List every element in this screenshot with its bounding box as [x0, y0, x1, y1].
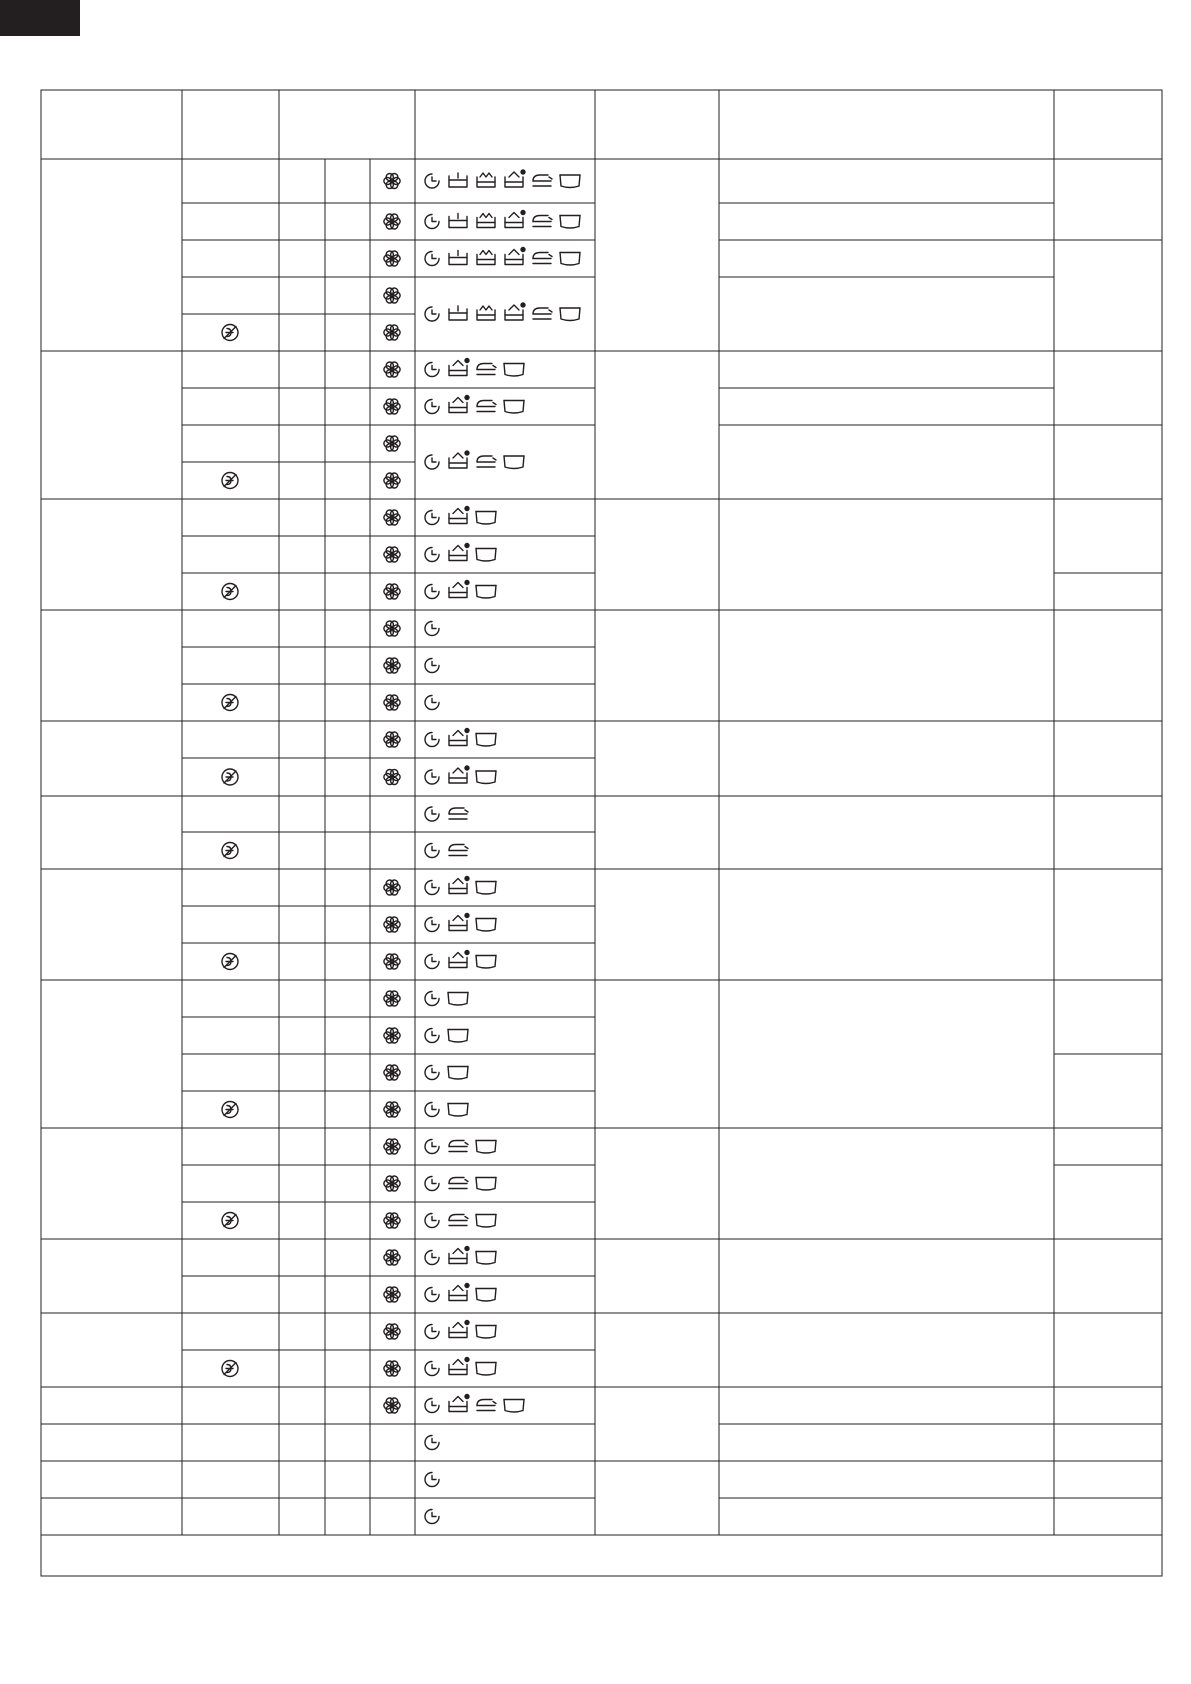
stain-wash-icon [449, 1321, 469, 1338]
no-heat-icon [222, 769, 238, 785]
fan-flower-icon [384, 1250, 400, 1265]
delay-timer-icon [425, 585, 439, 599]
spin-tub-icon [476, 1289, 496, 1302]
spin-tub-icon [504, 364, 524, 377]
delay-timer-icon [425, 696, 439, 710]
extra-rinse-iron-icon [477, 456, 496, 467]
spin-tub-icon [448, 1104, 468, 1117]
spin-tub-icon [476, 1178, 496, 1191]
no-heat-icon [222, 1213, 238, 1229]
stain-wash-icon [505, 248, 525, 265]
spin-tub-icon [476, 882, 496, 895]
delay-timer-icon [425, 1325, 439, 1339]
extra-rinse-iron-icon [449, 1215, 468, 1226]
fan-flower-icon [384, 695, 400, 710]
extra-rinse-iron-icon [477, 364, 496, 375]
spin-tub-icon [476, 956, 496, 969]
fan-flower-icon [384, 584, 400, 599]
spin-tub-icon [560, 253, 580, 266]
delay-timer-icon [425, 1066, 439, 1080]
delay-timer-icon [425, 881, 439, 895]
fan-flower-icon [384, 954, 400, 969]
fan-flower-icon [384, 658, 400, 673]
spin-tub-icon [560, 175, 580, 188]
fan-flower-icon [384, 917, 400, 932]
fan-flower-icon [384, 1028, 400, 1043]
stain-wash-icon [449, 1395, 469, 1412]
extra-rinse-iron-icon [449, 845, 468, 856]
fan-flower-icon [384, 991, 400, 1006]
fan-flower-icon [384, 880, 400, 895]
spin-tub-icon [476, 1363, 496, 1376]
delay-timer-icon [425, 252, 439, 266]
intensive-wash-icon [477, 306, 495, 320]
no-heat-icon [222, 695, 238, 711]
extra-rinse-iron-icon [477, 1400, 496, 1411]
fan-flower-icon [384, 621, 400, 636]
extra-rinse-iron-icon [449, 808, 468, 819]
extra-rinse-iron-icon [533, 308, 552, 319]
delay-timer-icon [425, 1251, 439, 1265]
delay-timer-icon [425, 1103, 439, 1117]
stain-wash-icon [449, 729, 469, 746]
intensive-wash-icon [477, 251, 495, 265]
no-heat-icon [222, 325, 238, 341]
fan-flower-icon [384, 1398, 400, 1413]
delay-timer-icon [425, 1288, 439, 1302]
delay-timer-icon [425, 807, 439, 821]
spin-tub-icon [476, 512, 496, 525]
no-heat-icon [222, 843, 238, 859]
spin-tub-icon [560, 308, 580, 321]
prewash-tub-icon [449, 173, 467, 187]
prewash-tub-icon [449, 214, 467, 228]
spin-tub-icon [504, 456, 524, 469]
stain-wash-icon [449, 1247, 469, 1264]
fan-flower-icon [384, 1065, 400, 1080]
prewash-tub-icon [449, 306, 467, 320]
spin-tub-icon [560, 216, 580, 229]
stain-wash-icon [449, 951, 469, 968]
delay-timer-icon [425, 307, 439, 321]
spin-tub-icon [476, 1141, 496, 1154]
delay-timer-icon [425, 1436, 439, 1450]
fan-flower-icon [384, 214, 400, 229]
delay-timer-icon [425, 1177, 439, 1191]
fan-flower-icon [384, 770, 400, 785]
fan-flower-icon [384, 436, 400, 451]
intensive-wash-icon [477, 173, 495, 187]
stain-wash-icon [505, 211, 525, 228]
spin-tub-icon [476, 919, 496, 932]
spin-tub-icon [448, 1067, 468, 1080]
fan-flower-icon [384, 1361, 400, 1376]
delay-timer-icon [425, 733, 439, 747]
fan-flower-icon [384, 251, 400, 266]
stain-wash-icon [449, 1358, 469, 1375]
fan-flower-icon [384, 362, 400, 377]
fan-flower-icon [384, 325, 400, 340]
no-heat-icon [222, 954, 238, 970]
no-heat-icon [222, 1102, 238, 1118]
extra-rinse-iron-icon [533, 253, 552, 264]
spin-tub-icon [504, 1400, 524, 1413]
intensive-wash-icon [477, 214, 495, 228]
extra-rinse-iron-icon [477, 401, 496, 412]
stain-wash-icon [449, 451, 469, 468]
delay-timer-icon [425, 918, 439, 932]
spin-tub-icon [504, 401, 524, 414]
extra-rinse-iron-icon [449, 1178, 468, 1189]
delay-timer-icon [425, 622, 439, 636]
fan-flower-icon [384, 1139, 400, 1154]
delay-timer-icon [425, 363, 439, 377]
delay-timer-icon [425, 1399, 439, 1413]
no-heat-icon [222, 1361, 238, 1377]
stain-wash-icon [449, 581, 469, 598]
spin-tub-icon [448, 1030, 468, 1043]
delay-timer-icon [425, 1140, 439, 1154]
spin-tub-icon [476, 1215, 496, 1228]
delay-timer-icon [425, 1029, 439, 1043]
delay-timer-icon [425, 215, 439, 229]
fan-flower-icon [384, 1287, 400, 1302]
spin-tub-icon [476, 549, 496, 562]
spin-tub-icon [476, 586, 496, 599]
fan-flower-icon [384, 547, 400, 562]
stain-wash-icon [449, 1284, 469, 1301]
spin-tub-icon [476, 771, 496, 784]
delay-timer-icon [425, 400, 439, 414]
table-border [41, 90, 1162, 1576]
table-grid-lines [41, 90, 1162, 1576]
stain-wash-icon [449, 359, 469, 376]
delay-timer-icon [425, 770, 439, 784]
fan-flower-icon [384, 1176, 400, 1191]
fan-flower-icon [384, 174, 400, 189]
stain-wash-icon [505, 170, 525, 187]
extra-rinse-iron-icon [533, 216, 552, 227]
spin-tub-icon [476, 734, 496, 747]
delay-timer-icon [425, 844, 439, 858]
fan-flower-icon [384, 399, 400, 414]
stain-wash-icon [449, 877, 469, 894]
table-icons [222, 170, 580, 1524]
delay-timer-icon [425, 1214, 439, 1228]
delay-timer-icon [425, 1473, 439, 1487]
spin-tub-icon [476, 1326, 496, 1339]
fan-flower-icon [384, 1324, 400, 1339]
stain-wash-icon [449, 544, 469, 561]
delay-timer-icon [425, 955, 439, 969]
stain-wash-icon [449, 766, 469, 783]
delay-timer-icon [425, 1362, 439, 1376]
spin-tub-icon [476, 1252, 496, 1265]
delay-timer-icon [425, 992, 439, 1006]
delay-timer-icon [425, 548, 439, 562]
stain-wash-icon [505, 303, 525, 320]
fan-flower-icon [384, 473, 400, 488]
extra-rinse-iron-icon [449, 1141, 468, 1152]
delay-timer-icon [425, 455, 439, 469]
delay-timer-icon [425, 511, 439, 525]
no-heat-icon [222, 473, 238, 489]
stain-wash-icon [449, 396, 469, 413]
no-heat-icon [222, 584, 238, 600]
fan-flower-icon [384, 1213, 400, 1228]
fan-flower-icon [384, 510, 400, 525]
stain-wash-icon [449, 914, 469, 931]
delay-timer-icon [425, 174, 439, 188]
extra-rinse-iron-icon [533, 175, 552, 186]
delay-timer-icon [425, 1510, 439, 1524]
spin-tub-icon [448, 993, 468, 1006]
fan-flower-icon [384, 288, 400, 303]
prewash-tub-icon [449, 251, 467, 265]
stain-wash-icon [449, 507, 469, 524]
fan-flower-icon [384, 732, 400, 747]
delay-timer-icon [425, 659, 439, 673]
fan-flower-icon [384, 1102, 400, 1117]
